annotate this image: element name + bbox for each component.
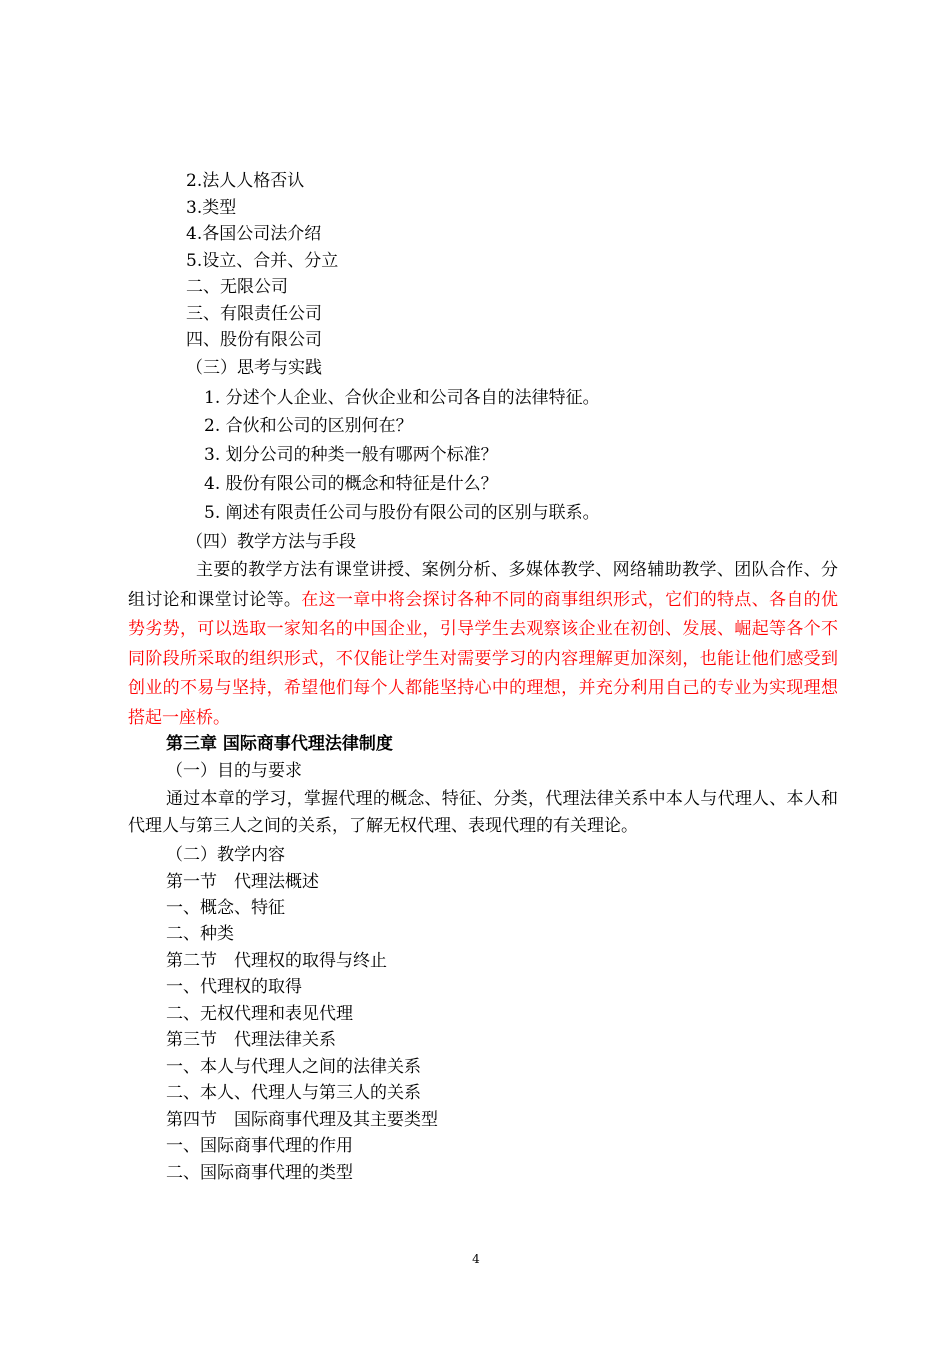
section-heading: （二）教学内容 bbox=[166, 845, 285, 865]
list-item: 4.各国公司法介绍 bbox=[186, 224, 322, 244]
methods-text: 主要的教学方法有课堂讲授、案例分析、多媒体教学、网络辅助教学、团队合作、分组讨论和课堂讨论等。 bbox=[128, 560, 838, 610]
list-item: 5.设立、合并、分立 bbox=[186, 251, 339, 271]
question-item: 5. 阐述有限责任公司与股份有限公司的区别与联系。 bbox=[204, 503, 600, 523]
list-item: 四、股份有限公司 bbox=[186, 330, 322, 350]
content-item: 一、代理权的取得 bbox=[166, 977, 302, 997]
list-item: 三、有限责任公司 bbox=[186, 304, 322, 324]
section-heading: （三）思考与实践 bbox=[186, 358, 322, 378]
content-item: 一、国际商事代理的作用 bbox=[166, 1136, 353, 1156]
question-item: 2. 合伙和公司的区别何在？ bbox=[204, 416, 413, 436]
question-item: 3. 划分公司的种类一般有哪两个标准？ bbox=[204, 445, 498, 465]
content-item: 第二节 代理权的取得与终止 bbox=[166, 951, 387, 971]
question-item: 4. 股份有限公司的概念和特征是什么？ bbox=[204, 474, 498, 494]
methods-highlight-text: 在这一章中将会探讨各种不同的商事组织形式，它们的特点、各自的优势劣势，可以选取一家知名的中国企业，引导学生去观察该企业在初创、发展、崛起等各个不同阶段所采取的组织形式，不仅能让学生对需要学习的内容理解更加深刻，也能让他们感受到创业的不易与坚持，希望他们每个人都能坚持心中的理想，并充分利用自己的专业为实现理想搭起一座桥。 bbox=[128, 589, 838, 728]
content-item: 第三节 代理法律关系 bbox=[166, 1030, 336, 1050]
chapter-title: 第三章 国际商事代理法律制度 bbox=[166, 734, 393, 754]
list-item: 二、无限公司 bbox=[186, 277, 288, 297]
question-item: 1. 分述个人企业、合伙企业和公司各自的法律特征。 bbox=[204, 388, 600, 408]
content-item: 二、种类 bbox=[166, 924, 234, 944]
content-item: 二、无权代理和表见代理 bbox=[166, 1004, 353, 1024]
list-item: 2.法人人格否认 bbox=[186, 171, 305, 191]
methods-paragraph bbox=[128, 556, 838, 733]
section-heading: （一）目的与要求 bbox=[166, 761, 302, 781]
content-item: 一、概念、特征 bbox=[166, 898, 285, 918]
section-heading: （四）教学方法与手段 bbox=[186, 532, 356, 552]
content-item: 第四节 国际商事代理及其主要类型 bbox=[166, 1110, 438, 1130]
list-item: 3.类型 bbox=[186, 198, 237, 218]
page-number: 4 bbox=[472, 1252, 480, 1266]
content-item: 二、国际商事代理的类型 bbox=[166, 1163, 353, 1183]
content-item: 一、本人与代理人之间的法律关系 bbox=[166, 1057, 421, 1077]
content-item: 第一节 代理法概述 bbox=[166, 872, 319, 892]
content-item: 二、本人、代理人与第三人的关系 bbox=[166, 1083, 421, 1103]
goal-paragraph: 通过本章的学习，掌握代理的概念、特征、分类，代理法律关系中本人与代理人、本人和代理人与第三人之间的关系，了解无权代理、表现代理的有关理论。 bbox=[128, 789, 838, 836]
